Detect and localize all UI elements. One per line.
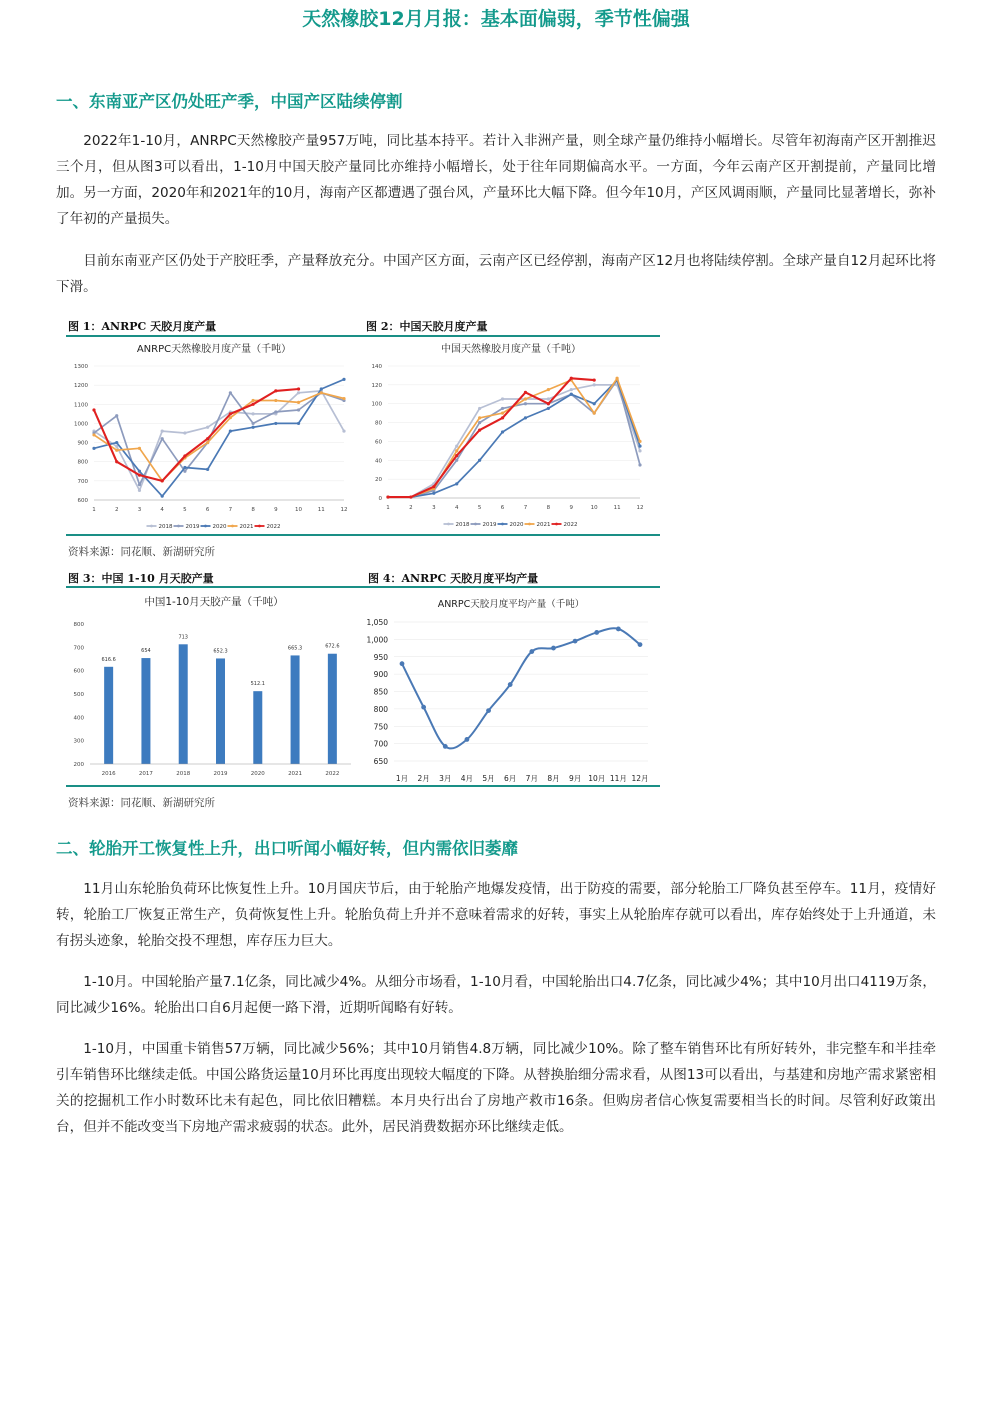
chart-1-legend-marker-2 — [204, 525, 207, 528]
chart-4-point-6月 — [508, 682, 513, 687]
chart-4-series-line — [402, 628, 640, 748]
chart-3-bar-2021 — [291, 655, 300, 764]
chart-1-series-2020-point-6 — [229, 429, 232, 432]
chart-1-title: ANRPC天然橡胶月度产量（千吨） — [136, 344, 292, 355]
chart-2-xtick-0: 1 — [386, 505, 390, 511]
chart-2-legend-label-1: 2019 — [482, 522, 497, 528]
chart-2-series-2018-point-3 — [455, 445, 458, 448]
chart-1-series-2018-line — [94, 391, 344, 491]
chart-2-ytick-3: 60 — [375, 439, 382, 446]
chart-3-xtick-4: 2020 — [250, 771, 265, 777]
chart-3-ytick-5: 700 — [73, 645, 84, 652]
chart-1-series-2019-point-1 — [115, 414, 118, 417]
chart-3-title: 中国1-10月天胶产量（千吨） — [144, 596, 284, 608]
chart-1-series-2022-line — [94, 389, 299, 481]
chart-2-series-2019-line — [388, 380, 640, 497]
chart-4-xtick-1: 2月 — [417, 774, 430, 783]
chart-1-series-2021-point-11 — [342, 397, 345, 400]
chart-1-series-2021-point-10 — [320, 391, 323, 394]
chart-1-ytick-3: 900 — [77, 440, 88, 447]
chart-2-series-2021-point-4 — [478, 416, 481, 419]
chart-2-ytick-0: 0 — [378, 496, 382, 502]
chart-2-title: 中国天然橡胶月度产量（千吨） — [441, 344, 581, 355]
chart-2-xtick-1: 2 — [409, 505, 413, 511]
chart-1-legend-label-1: 2019 — [185, 524, 200, 530]
chart-2-xtick-10: 11 — [613, 505, 621, 511]
chart-3-ytick-1: 300 — [73, 738, 84, 745]
chart-1-series-2018-point-11 — [342, 429, 345, 432]
chart-4-ytick-7: 1,000 — [366, 635, 388, 645]
chart-2-xtick-5: 6 — [500, 505, 505, 511]
chart-1-ytick-0: 600 — [77, 498, 88, 504]
chart-1-series-2019-point-2 — [138, 483, 141, 486]
chart-4-ytick-3: 800 — [373, 704, 388, 714]
document-title: 天然橡胶12月月报：基本面偏弱，季节性偏强 — [302, 8, 690, 30]
chart-2-series-2021-point-11 — [638, 440, 641, 443]
chart-2-series-2021-point-7 — [547, 388, 550, 391]
chart-4-ytick-8: 1,050 — [366, 618, 388, 627]
chart-4-ytick-4: 850 — [373, 687, 388, 697]
chart-4-xtick-10: 11月 — [609, 774, 627, 783]
figure-3-label: 图 3：中国 1-10 月天胶产量 — [68, 572, 214, 585]
chart-1-ytick-2: 800 — [77, 459, 88, 466]
chart-1-ytick-5: 1100 — [74, 402, 88, 409]
chart-1-series-2020-point-2 — [138, 470, 141, 473]
chart-2-series-2020-point-9 — [593, 402, 596, 405]
chart-3-data-label-2016: 616.6 — [101, 656, 116, 663]
chart-1-series-2021-point-1 — [115, 449, 118, 452]
chart-1-ytick-1: 700 — [77, 478, 88, 485]
chart-2-legend-label-0: 2018 — [455, 522, 470, 528]
chart-2-ytick-4: 80 — [375, 420, 382, 427]
chart-3-bar-2020 — [253, 691, 262, 764]
chart-2-series-2020-point-5 — [501, 430, 504, 433]
figure-row-2-top-rule — [66, 586, 660, 588]
chart-2-series-2021-point-3 — [455, 449, 458, 452]
chart-2-series-2019-point-11 — [638, 463, 641, 466]
chart-4-xtick-2: 3月 — [439, 774, 452, 783]
chart-2-series-2022-point-6 — [524, 391, 527, 394]
chart-2-series-2022-point-9 — [593, 379, 596, 382]
chart-2-xtick-11: 12 — [636, 505, 644, 511]
chart-1-series-2018-point-2 — [138, 489, 141, 492]
chart-4-xtick-5: 6月 — [504, 774, 517, 783]
chart-4-point-9月 — [573, 639, 578, 644]
figure-row-1-top-rule — [66, 335, 660, 337]
chart-4-xtick-7: 8月 — [547, 774, 560, 783]
chart-1-series-2021-point-2 — [138, 447, 141, 450]
chart-1-series-2020-point-5 — [206, 468, 209, 471]
chart-1-series-2022-point-4 — [183, 454, 186, 457]
figure-1-chart — [66, 338, 362, 534]
chart-2-ytick-6: 120 — [371, 382, 382, 389]
chart-2-ytick-7: 140 — [371, 364, 382, 370]
chart-1-xtick-2: 3 — [137, 507, 142, 513]
chart-1-series-2022-point-1 — [115, 460, 118, 463]
chart-2-legend-marker-1 — [474, 523, 477, 526]
chart-2-series-2022-point-3 — [455, 454, 458, 457]
chart-1-series-2021-point-7 — [251, 399, 254, 402]
figure-1-panel — [66, 338, 362, 536]
chart-2-legend-marker-3 — [528, 523, 531, 526]
figure-4-panel — [362, 589, 660, 787]
chart-4-point-8月 — [551, 646, 556, 651]
chart-1-ytick-6: 1200 — [74, 383, 88, 390]
chart-1-series-2018-point-9 — [297, 391, 300, 394]
chart-1-series-2020-point-7 — [251, 426, 254, 429]
chart-2-ytick-2: 40 — [375, 458, 382, 465]
chart-1-series-2020-point-11 — [342, 378, 345, 381]
chart-4-xtick-4: 5月 — [482, 774, 495, 783]
chart-2-series-2020-line — [388, 380, 640, 497]
chart-1-series-2020-point-1 — [115, 441, 118, 444]
chart-4-title: ANRPC天胶月度平均产量（千吨） — [437, 599, 585, 610]
chart-3-ytick-0: 200 — [73, 762, 84, 768]
section-1-paragraph-1: 2022年1-10月，ANRPC天然橡胶产量957万吨，同比基本持平。若计入非洲产量，则全球产量仍维持小幅增长。尽管年初海南产区开割推迟三个月，但从图3可以看出，1-10月中国天胶产量同比亦维持小幅增长，处于往年同期偏高水平。一方面，今年云南产区开割提前，产量同比增加。另一方面，2020年和2021年的10月，海南产区都遭遇了强台风，产量环比大幅下降。但今年10月，产区风调雨顺，产量同比显著增长，弥补了年初的产量损失。 — [56, 133, 936, 227]
chart-4-ytick-2: 750 — [373, 722, 388, 732]
chart-4-point-5月 — [486, 708, 491, 713]
chart-3-bar-2019 — [216, 658, 225, 764]
chart-1-series-2020-point-9 — [297, 422, 300, 425]
source-note-1: 资料来源：同花顺、新湖研究所 — [68, 546, 215, 558]
chart-1-series-2021-line — [94, 393, 344, 481]
chart-2-series-2021-point-6 — [524, 397, 527, 400]
chart-1-series-2022-point-0 — [92, 408, 95, 411]
chart-3-data-label-2022: 672.6 — [325, 643, 340, 650]
chart-3-ytick-6: 800 — [73, 622, 84, 628]
chart-3-data-label-2021: 665.3 — [287, 645, 303, 652]
chart-2-series-2018-point-9 — [593, 383, 596, 386]
chart-3-ytick-4: 600 — [73, 668, 84, 675]
chart-1-xtick-6: 7 — [228, 507, 233, 513]
chart-3-bar-2018 — [179, 644, 188, 764]
section-2-paragraph-1: 11月山东轮胎负荷环比恢复性上升。10月国庆节后，由于轮胎产地爆发疫情，出于防疫的需要，部分轮胎工厂降负甚至停车。11月，疫情好转，轮胎工厂恢复正常生产，负荷恢复性上升。轮胎负荷上升并不意味着需求的好转，事实上从轮胎库存就可以看出，库存始终处于上升通道，未有拐头迹象，轮胎交投不理想，库存压力巨大。 — [56, 881, 936, 949]
chart-2-series-2019-point-4 — [478, 421, 481, 424]
chart-2-legend-label-2: 2020 — [509, 522, 524, 528]
chart-3-data-label-2020: 512.1 — [250, 681, 265, 688]
chart-1-legend-label-0: 2018 — [158, 524, 173, 530]
source-note-2: 资料来源：同花顺、新湖研究所 — [68, 797, 215, 809]
chart-3-xtick-5: 2021 — [288, 771, 303, 777]
chart-2-series-2020-point-3 — [455, 482, 458, 485]
chart-1-ytick-4: 1000 — [74, 421, 88, 428]
chart-1-series-2022-point-5 — [206, 437, 209, 440]
chart-1-series-2019-point-6 — [229, 391, 232, 394]
chart-3-xtick-0: 2016 — [101, 771, 116, 777]
chart-4-point-12月 — [638, 642, 643, 647]
chart-2-ytick-5: 100 — [371, 401, 382, 408]
chart-1-series-2020-point-0 — [92, 447, 95, 450]
chart-1-series-2020-point-4 — [183, 466, 186, 469]
chart-1-series-2020-point-10 — [320, 387, 323, 390]
chart-2-series-2020-point-7 — [547, 407, 550, 410]
chart-1-series-2019-point-7 — [251, 422, 254, 425]
chart-2-xtick-3: 4 — [454, 505, 459, 511]
chart-1-xtick-8: 9 — [274, 507, 278, 513]
figure-4-chart — [362, 589, 660, 785]
chart-1-series-2022-point-9 — [297, 387, 300, 390]
chart-2-xtick-4: 5 — [477, 505, 482, 511]
section-1-heading: 一、东南亚产区仍处旺产季，中国产区陆续停割 — [56, 92, 403, 111]
chart-1-series-2018-point-7 — [251, 412, 254, 415]
chart-1-xtick-9: 10 — [295, 507, 303, 513]
chart-2-series-2021-point-9 — [593, 412, 596, 415]
chart-4-xtick-0: 1月 — [395, 774, 409, 783]
chart-4-point-2月 — [421, 705, 426, 710]
chart-4-point-1月 — [400, 661, 405, 666]
chart-3-ytick-3: 500 — [73, 692, 84, 698]
chart-1-series-2022-point-3 — [161, 479, 164, 482]
chart-1-xtick-1: 2 — [114, 507, 119, 513]
chart-3-bar-2022 — [328, 654, 337, 764]
figure-4-label: 图 4：ANRPC 天胶月度平均产量 — [368, 572, 539, 585]
chart-3-ytick-2: 400 — [73, 715, 84, 722]
chart-2-series-2018-point-11 — [638, 449, 641, 452]
chart-2-ytick-1: 20 — [375, 477, 382, 484]
chart-4-ytick-6: 950 — [373, 652, 388, 662]
figure-3-panel — [66, 589, 362, 787]
chart-2-series-2022-point-5 — [501, 416, 504, 419]
chart-2-legend-label-3: 2021 — [536, 522, 551, 528]
chart-1-legend-marker-3 — [231, 525, 234, 528]
chart-1-xtick-3: 4 — [160, 507, 164, 513]
chart-3-xtick-3: 2019 — [213, 771, 228, 777]
figure-3-chart — [66, 589, 362, 785]
chart-1-series-2022-point-2 — [138, 474, 141, 477]
chart-1-series-2020-line — [94, 379, 344, 496]
chart-1-legend-label-4: 2022 — [266, 524, 281, 530]
figure-2-label: 图 2：中国天胶月度产量 — [366, 320, 488, 333]
chart-3-xtick-2: 2018 — [176, 771, 191, 777]
chart-2-xtick-8: 9 — [569, 505, 574, 511]
chart-1-xtick-0: 1 — [92, 507, 96, 513]
chart-2-series-2022-point-2 — [432, 485, 435, 488]
chart-4-point-7月 — [529, 649, 534, 654]
chart-2-series-2020-point-4 — [478, 459, 481, 462]
chart-2-series-2018-point-5 — [501, 397, 504, 400]
chart-1-series-2022-point-8 — [274, 389, 277, 392]
chart-1-series-2020-point-8 — [274, 422, 277, 425]
chart-4-xtick-3: 4月 — [460, 774, 474, 783]
chart-1-series-2018-point-4 — [183, 431, 186, 434]
chart-2-series-2022-point-8 — [570, 377, 573, 380]
chart-2-series-2021-point-5 — [501, 412, 504, 415]
chart-1-legend-marker-0 — [150, 525, 153, 528]
chart-4-point-10月 — [594, 630, 599, 635]
chart-2-series-2021-point-10 — [615, 377, 618, 380]
chart-3-bar-2016 — [104, 667, 113, 764]
chart-1-series-2019-point-3 — [161, 437, 164, 440]
chart-1-series-2022-point-7 — [251, 403, 254, 406]
section-1-paragraph-2: 目前东南亚产区仍处于产胶旺季，产量释放充分。中国产区方面，云南产区已经停割，海南产区12月也将陆续停割。全球产量自12月起环比将下滑。 — [56, 253, 936, 295]
chart-2-xtick-6: 7 — [523, 505, 528, 511]
chart-3-data-label-2019: 652.3 — [213, 648, 228, 655]
chart-2-legend-label-4: 2022 — [563, 522, 578, 528]
chart-1-xtick-5: 6 — [205, 507, 210, 513]
section-2-paragraph-3: 1-10月，中国重卡销售57万辆，同比减少56%；其中10月销售4.8万辆，同比减少10%。除了整车销售环比有所好转外，非完整车和半挂牵引车销售环比继续走低。中国公路货运量10月环比再度出现较大幅度的下降。从替换胎细分需求看，从图13可以看出，与基建和房地产需求紧密相关的挖掘机工作小时数环比未有起色，同比依旧糟糕。本月央行出台了房地产救市16条。但购房者信心恢复需要相当长的时间。尽管利好政策出台，但并不能改变当下房地产需求疲弱的状态。此外，居民消费数据亦环比继续走低。 — [56, 1041, 936, 1135]
chart-1-series-2019-point-8 — [274, 410, 277, 413]
chart-2-series-2019-point-6 — [524, 402, 527, 405]
chart-2-series-2020-point-11 — [638, 445, 641, 448]
chart-4-point-3月 — [443, 744, 448, 749]
chart-4-point-4月 — [465, 737, 470, 742]
chart-2-series-2018-point-4 — [478, 407, 481, 410]
chart-2-series-2022-point-1 — [409, 495, 412, 498]
chart-2-legend-marker-0 — [447, 523, 450, 526]
chart-2-xtick-7: 8 — [546, 505, 551, 511]
chart-2-series-2019-point-5 — [501, 407, 504, 410]
chart-2-series-2018-point-7 — [547, 397, 550, 400]
chart-4-xtick-9: 10月 — [588, 774, 606, 783]
figure-2-panel — [362, 338, 660, 536]
chart-1-legend-label-3: 2021 — [239, 524, 254, 530]
chart-1-legend-label-2: 2020 — [212, 524, 227, 530]
chart-1-legend-marker-1 — [177, 525, 180, 528]
chart-2-series-2020-point-8 — [570, 393, 573, 396]
chart-1-legend-marker-4 — [258, 525, 261, 528]
chart-3-xtick-1: 2017 — [138, 771, 153, 777]
chart-3-xtick-6: 2022 — [325, 771, 340, 777]
chart-1-ytick-7: 1300 — [74, 364, 88, 370]
chart-2-series-2022-point-4 — [478, 429, 481, 432]
chart-1-xtick-10: 11 — [317, 507, 325, 513]
chart-2-xtick-2: 3 — [432, 505, 436, 511]
chart-4-xtick-6: 7月 — [525, 774, 538, 783]
chart-2-series-2020-point-2 — [432, 492, 435, 495]
chart-1-xtick-4: 5 — [183, 507, 187, 513]
chart-1-series-2018-point-5 — [206, 426, 209, 429]
chart-1-series-2021-point-0 — [92, 433, 95, 436]
chart-1-xtick-11: 12 — [340, 507, 348, 513]
chart-2-legend-marker-2 — [501, 523, 504, 526]
chart-4-xtick-8: 9月 — [568, 774, 582, 783]
figure-1-label: 图 1：ANRPC 天胶月度产量 — [68, 320, 217, 333]
chart-1-xtick-7: 8 — [251, 507, 255, 513]
chart-1-series-2021-point-9 — [297, 401, 300, 404]
chart-1-series-2021-point-5 — [206, 441, 209, 444]
chart-3-data-label-2017: 654 — [141, 648, 151, 655]
chart-4-ytick-1: 700 — [373, 739, 388, 749]
chart-1-series-2022-point-6 — [229, 412, 232, 415]
chart-1-series-2019-point-9 — [297, 408, 300, 411]
chart-2-series-2022-point-0 — [386, 495, 389, 498]
chart-1-series-2020-point-3 — [161, 495, 164, 498]
chart-1-series-2018-point-3 — [161, 429, 164, 432]
section-2-paragraph-2: 1-10月。中国轮胎产量7.1亿条，同比减少4%。从细分市场看，1-10月看，中国轮胎出口4.7亿条，同比减少4%；其中10月出口4119万条，同比减少16%。轮胎出口自6月起便一路下滑，近期听闻略有好转。 — [56, 974, 936, 1016]
chart-2-series-2018-point-8 — [570, 388, 573, 391]
chart-1-series-2021-point-8 — [274, 399, 277, 402]
figure-2-chart — [362, 338, 660, 534]
chart-4-ytick-5: 900 — [373, 670, 388, 680]
chart-3-bar-2017 — [141, 658, 150, 764]
chart-4-point-11月 — [616, 627, 621, 632]
chart-2-legend-marker-4 — [555, 523, 558, 526]
chart-2-xtick-9: 10 — [590, 505, 598, 511]
chart-4-ytick-0: 650 — [373, 757, 388, 766]
chart-3-data-label-2018: 713 — [178, 634, 188, 641]
chart-2-series-2019-point-3 — [455, 459, 458, 462]
chart-2-series-2022-point-7 — [547, 402, 550, 405]
chart-4-xtick-11: 12月 — [631, 774, 649, 783]
chart-2-series-2020-point-6 — [524, 416, 527, 419]
section-2-heading: 二、轮胎开工恢复性上升，出口听闻小幅好转，但内需依旧萎靡 — [56, 839, 518, 858]
